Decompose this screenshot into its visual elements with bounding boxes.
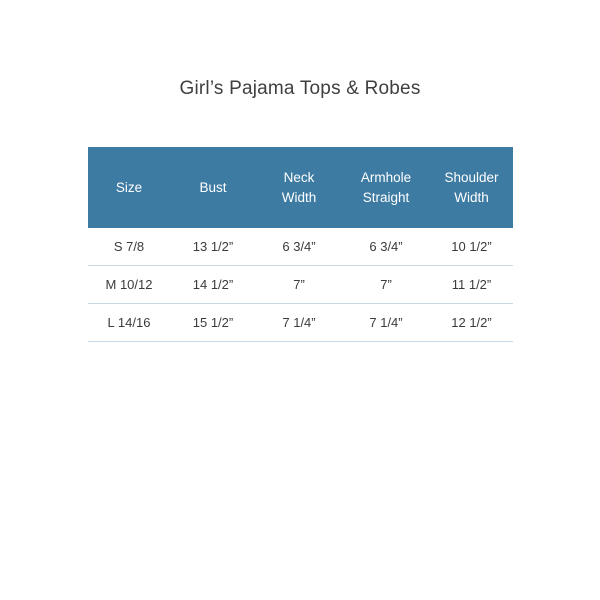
cell-armhole-straight: 7 1/4” [342, 304, 430, 342]
table-body [88, 228, 513, 342]
table-row [88, 266, 513, 304]
cell-neck-width: 6 3/4” [256, 228, 342, 266]
table-row [88, 228, 513, 266]
cell-shoulder-width: 12 1/2” [430, 304, 513, 342]
column-header-armhole-straight-line1: Armhole [360, 170, 412, 185]
column-header-neck-width [256, 147, 342, 228]
size-table-container [88, 147, 513, 342]
column-header-neck-width-line1: Neck [283, 170, 315, 185]
column-header-size-line1: Size [115, 179, 143, 195]
cell-neck-width: 7” [256, 266, 342, 304]
column-header-size [88, 147, 170, 228]
cell-bust: 15 1/2” [170, 304, 256, 342]
column-header-shoulder-width-line2: Width [454, 189, 489, 205]
cell-size: M 10/12 [88, 266, 170, 304]
size-table [88, 147, 513, 342]
column-header-bust [170, 147, 256, 228]
column-header-bust-line1: Bust [199, 179, 227, 195]
table-header [88, 147, 513, 228]
column-header-shoulder-width-line1: Shoulder [444, 170, 499, 185]
cell-bust: 14 1/2” [170, 266, 256, 304]
table-row [88, 304, 513, 342]
cell-shoulder-width: 11 1/2” [430, 266, 513, 304]
cell-neck-width: 7 1/4” [256, 304, 342, 342]
cell-armhole-straight: 7” [342, 266, 430, 304]
column-header-armhole-straight-line2: Straight [362, 189, 410, 205]
column-header-armhole-straight [342, 147, 430, 228]
cell-armhole-straight: 6 3/4” [342, 228, 430, 266]
cell-size: L 14/16 [88, 304, 170, 342]
table-header-row [88, 147, 513, 228]
cell-shoulder-width: 10 1/2” [430, 228, 513, 266]
cell-size: S 7/8 [88, 228, 170, 266]
cell-bust: 13 1/2” [170, 228, 256, 266]
column-header-neck-width-line2: Width [281, 189, 317, 205]
column-header-shoulder-width [430, 147, 513, 228]
page-title: Girl’s Pajama Tops & Robes [179, 78, 421, 99]
